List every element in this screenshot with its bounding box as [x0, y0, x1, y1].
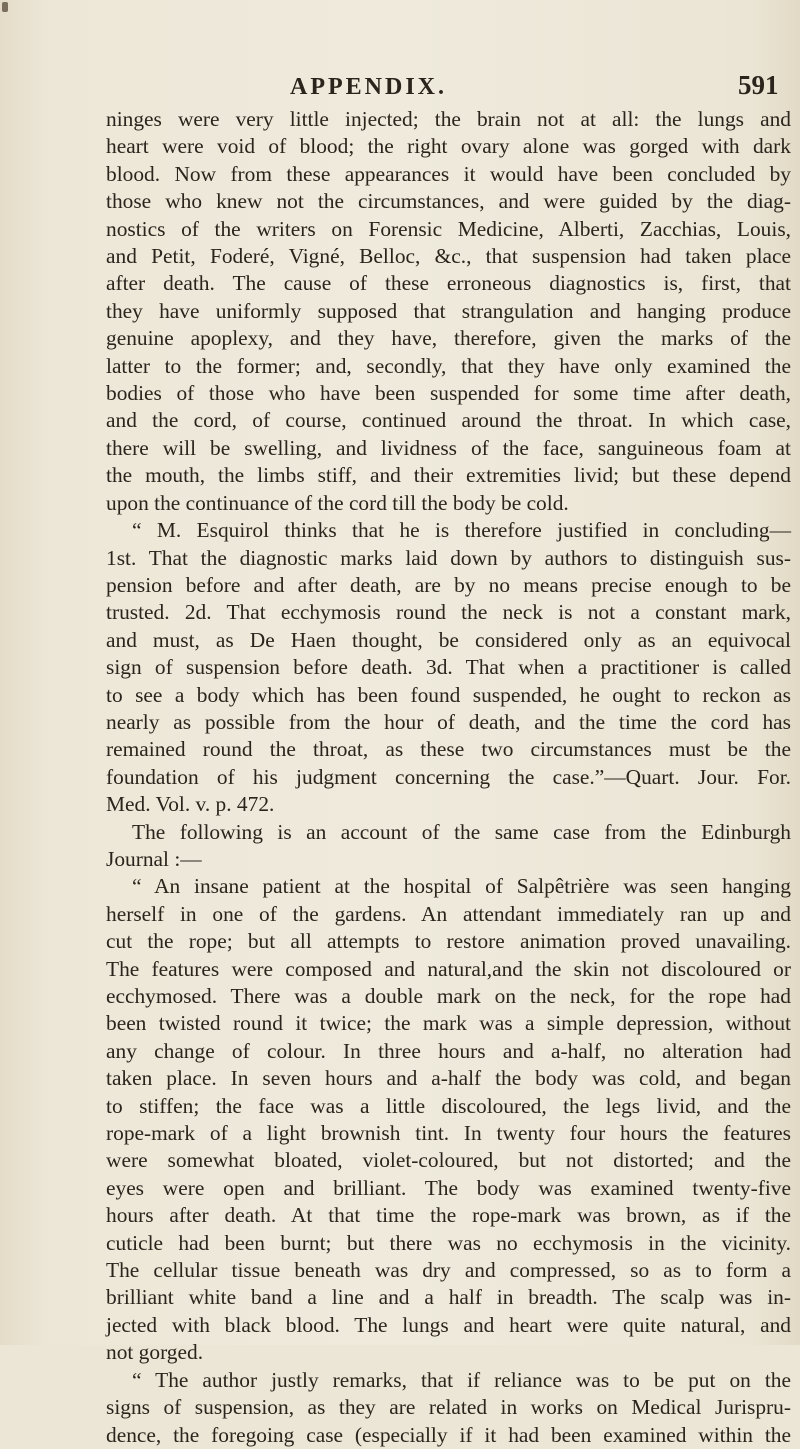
- paragraph: [106, 517, 791, 818]
- text-line: hours after death. At that time the rope-mark was brown, as if the: [106, 1203, 791, 1228]
- text-line: were somewhat bloated, violet-coloured, but not distorted; and the: [106, 1148, 791, 1173]
- text-line: those who knew not the circumstances, and were guided by the diag-: [106, 189, 791, 214]
- text-line: to see a body which has been found suspended, he ought to reckon as: [106, 682, 791, 707]
- text-line: signs of suspension, as they are related in works on Medical Jurispru-: [106, 1395, 791, 1420]
- text-line: nostics of the writers on Forensic Medicine, Alberti, Zacchias, Louis,: [106, 216, 791, 241]
- text-line: been twisted round it twice; the mark was a simple depression, without: [106, 1011, 791, 1036]
- body-text: [106, 106, 791, 1449]
- text-line: heart were void of blood; the right ovary alone was gorged with dark: [106, 134, 791, 159]
- text-line: not gorged.: [106, 1340, 204, 1365]
- text-line: to stiffen; the face was a little discoloured, the legs livid, and the: [106, 1093, 791, 1118]
- text-line: “ The author justly remarks, that if reliance was to be put on the: [132, 1367, 791, 1392]
- text-line: there will be swelling, and lividness of the face, sanguineous foam at: [106, 435, 791, 460]
- page-number: 591: [738, 70, 779, 100]
- text-line: foundation of his judgment concerning the case.”—Quart. Jour. For.: [106, 764, 791, 789]
- text-line: cut the rope; but all attempts to restore animation proved unavailing.: [106, 929, 791, 954]
- paragraph: [106, 819, 791, 874]
- text-line: remained round the throat, as these two circumstances must be the: [106, 737, 791, 762]
- text-line: bodies of those who have been suspended for some time after death,: [106, 381, 791, 406]
- text-line: and must, as De Haen thought, be considered only as an equivocal: [106, 627, 791, 652]
- text-line: the mouth, the limbs stiff, and their extremities livid; but these depend: [106, 463, 791, 488]
- text-line: brilliant white band a line and a half in breadth. The scalp was in-: [106, 1285, 791, 1310]
- text-line: “ M. Esquirol thinks that he is therefore justified in concluding—: [132, 518, 791, 543]
- text-line: The cellular tissue beneath was dry and compressed, so as to form a: [106, 1258, 791, 1283]
- text-line: rope-mark of a light brownish tint. In twenty four hours the features: [106, 1121, 791, 1146]
- text-line: “ An insane patient at the hospital of Salpêtrière was seen hanging: [132, 874, 791, 899]
- text-line: The following is an account of the same case from the Edinburgh: [132, 819, 791, 844]
- text-line: trusted. 2d. That ecchymosis round the neck is not a constant mark,: [106, 600, 791, 625]
- text-line: taken place. In seven hours and a-half the body was cold, and began: [106, 1066, 791, 1091]
- text-line: they have uniformly supposed that strangulation and hanging produce: [106, 298, 791, 323]
- page-corner-mark: [2, 2, 8, 12]
- text-line: upon the continuance of the cord till the body be cold.: [106, 490, 569, 515]
- text-line: ninges were very little injected; the brain not at all: the lungs and: [106, 107, 791, 131]
- text-line: nearly as possible from the hour of death, and the time the cord has: [106, 709, 791, 734]
- text-line: after death. The cause of these erroneous diagnostics is, first, that: [106, 271, 791, 296]
- text-line: eyes were open and brilliant. The body was examined twenty-five: [106, 1175, 791, 1200]
- text-line: pension before and after death, are by no means precise enough to be: [106, 572, 791, 597]
- text-line: ecchymosed. There was a double mark on the neck, for the rope had: [106, 984, 791, 1008]
- text-line: Med. Vol. v. p. 472.: [106, 792, 275, 817]
- text-line: blood. Now from these appearances it would have been concluded by: [106, 161, 791, 186]
- text-line: Journal :—: [106, 846, 202, 871]
- text-line: The features were composed and natural,and the skin not discoloured or: [106, 956, 791, 981]
- running-header: [0, 70, 800, 104]
- text-line: sign of suspension before death. 3d. That when a practitioner is called: [106, 655, 791, 680]
- paragraph: [106, 106, 791, 517]
- text-line: latter to the former; and, secondly, that they have only examined the: [106, 353, 791, 378]
- text-line: and the cord, of course, continued around the throat. In which case,: [106, 408, 791, 433]
- text-line: dence, the foregoing case (especially if it had been examined within the: [106, 1422, 791, 1447]
- running-title: APPENDIX.: [290, 74, 447, 100]
- paragraph: [106, 1367, 791, 1449]
- text-line: 1st. That the diagnostic marks laid down by authors to distinguish sus-: [106, 545, 791, 570]
- paragraph: [106, 873, 791, 1366]
- text-line: cuticle had been burnt; but there was no ecchymosis in the vicinity.: [106, 1230, 791, 1255]
- text-line: jected with black blood. The lungs and heart were quite natural, and: [106, 1312, 791, 1337]
- text-line: herself in one of the gardens. An attendant immediately ran up and: [106, 901, 791, 926]
- text-line: any change of colour. In three hours and a-half, no alteration had: [106, 1038, 791, 1063]
- text-line: genuine apoplexy, and they have, therefore, given the marks of the: [106, 326, 791, 351]
- text-line: and Petit, Foderé, Vigné, Belloc, &c., that suspension had taken place: [106, 244, 791, 269]
